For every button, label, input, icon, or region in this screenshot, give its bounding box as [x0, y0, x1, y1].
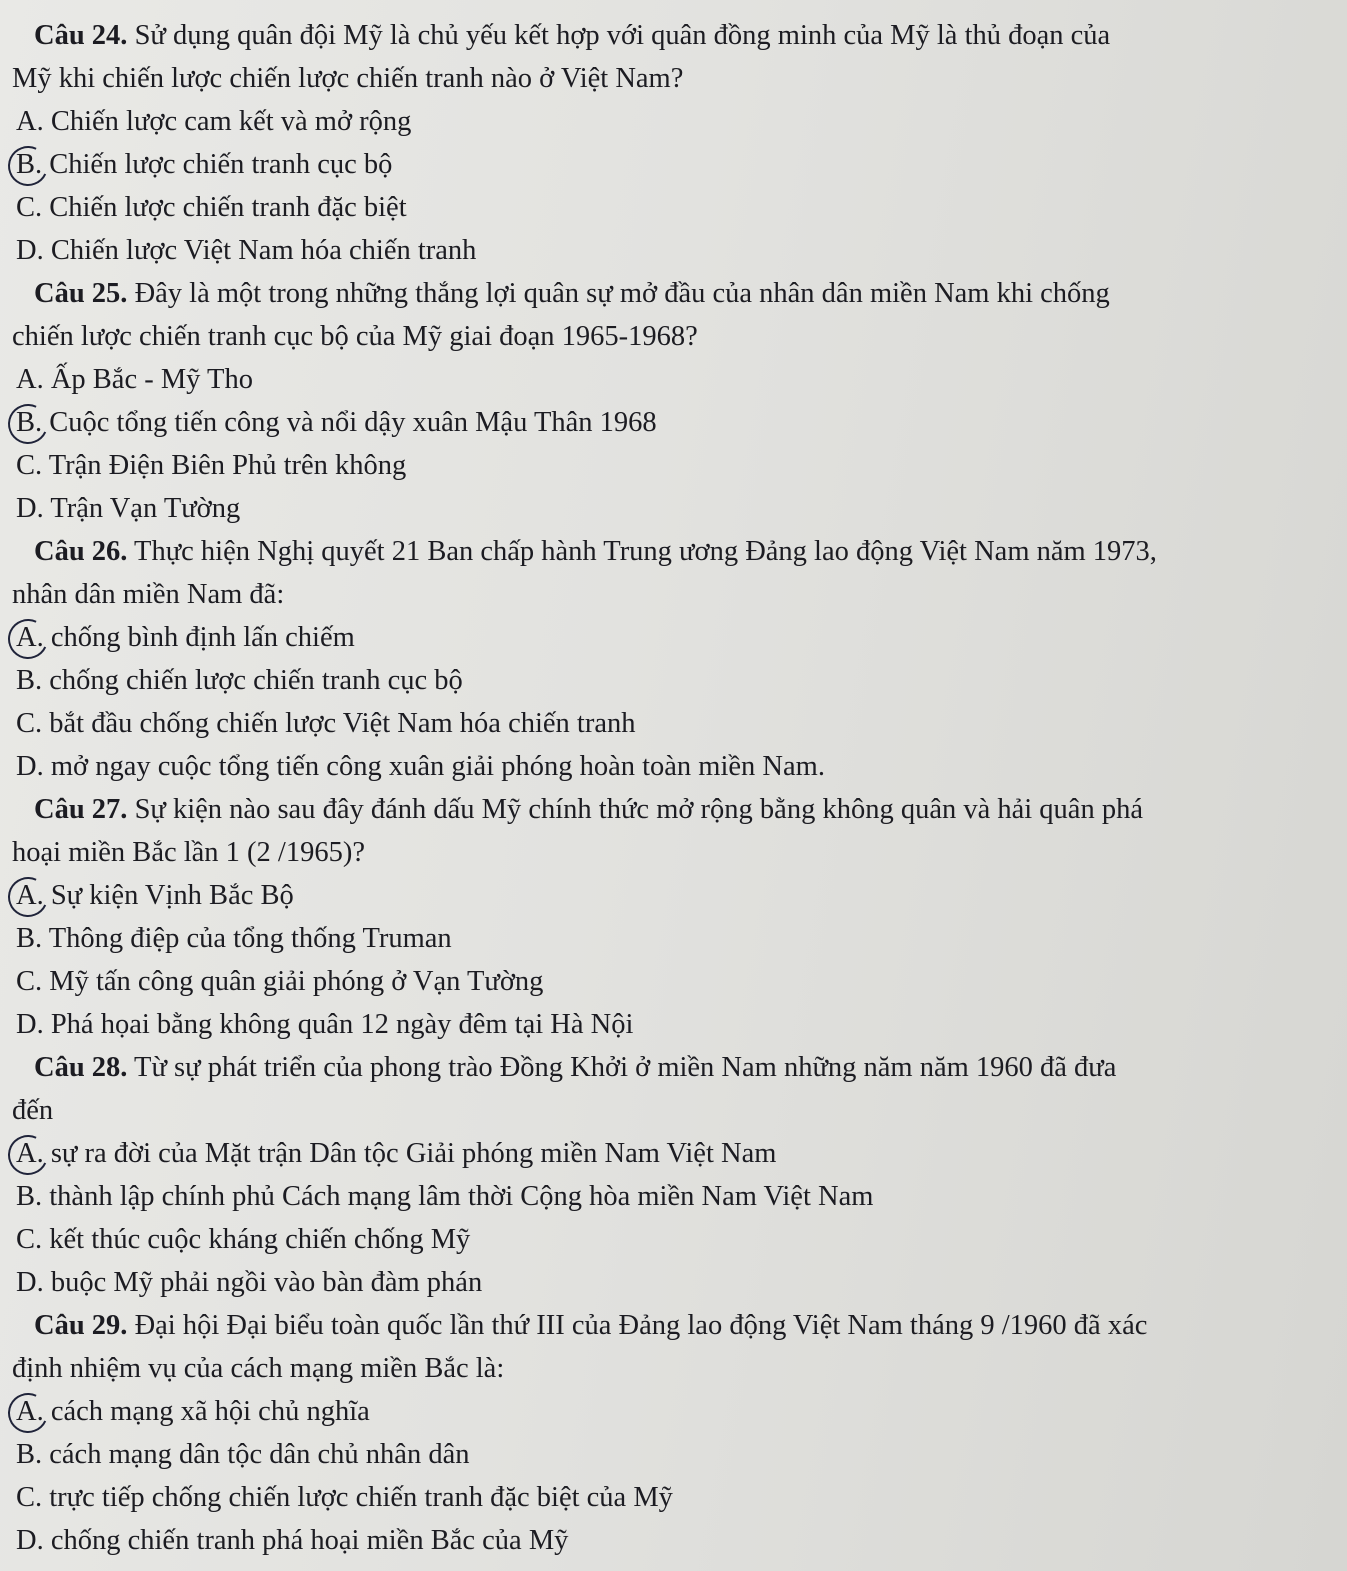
- option-b-circled: B. Chiến lược chiến tranh cục bộ: [12, 143, 1317, 186]
- option-a-circled: A. sự ra đời của Mặt trận Dân tộc Giải phóng miền Nam Việt Nam: [12, 1132, 1317, 1175]
- question-stem: [12, 14, 1317, 57]
- option-d: D. Trận Vạn Tường: [16, 493, 241, 524]
- question-stem: [12, 788, 1317, 831]
- question-stem: [12, 272, 1317, 315]
- option-d: D. chống chiến tranh phá hoại miền Bắc của Mỹ: [16, 1525, 569, 1556]
- option-c: C. trực tiếp chống chiến lược chiến tranh đặc biệt của Mỹ: [16, 1482, 673, 1513]
- question-text: Đây là một trong những thắng lợi quân sự mở đầu của nhân dân miền Nam khi chống: [127, 278, 1110, 309]
- option-c: C. Trận Điện Biên Phủ trên không: [16, 450, 407, 481]
- question-27: [12, 788, 1317, 1046]
- option-d: D. buộc Mỹ phải ngồi vào bàn đàm phán: [16, 1267, 483, 1298]
- question-text-continued: định nhiệm vụ của cách mạng miền Bắc là:: [12, 1353, 505, 1384]
- option-d: D. Chiến lược Việt Nam hóa chiến tranh: [16, 235, 477, 266]
- option-a: A. Ấp Bắc - Mỹ Tho: [16, 364, 253, 395]
- question-text-continued: đến: [12, 1095, 54, 1126]
- question-stem: [12, 1304, 1317, 1347]
- question-24: [12, 14, 1317, 272]
- question-26: [12, 530, 1317, 788]
- question-text: Sự kiện nào sau đây đánh dấu Mỹ chính thức mở rộng bằng không quân và hải quân phá: [127, 794, 1143, 825]
- option-b-circled: B. Cuộc tổng tiến công và nổi dậy xuân Mậu Thân 1968: [12, 401, 1317, 444]
- option-d: D. Phá họai bằng không quân 12 ngày đêm tại Hà Nội: [16, 1009, 634, 1040]
- option-b: B. Thông điệp của tổng thống Truman: [16, 923, 452, 954]
- option-a-circled: A. cách mạng xã hội chủ nghĩa: [12, 1390, 1317, 1433]
- question-number: Câu 24.: [34, 20, 128, 51]
- question-number: Câu 27.: [34, 794, 128, 825]
- option-b: B. cách mạng dân tộc dân chủ nhân dân: [16, 1439, 470, 1470]
- option-d: D. mở ngay cuộc tổng tiến công xuân giải phóng hoàn toàn miền Nam.: [16, 751, 825, 782]
- question-number: Câu 26.: [34, 536, 128, 567]
- question-text: Thực hiện Nghị quyết 21 Ban chấp hành Trung ương Đảng lao động Việt Nam năm 1973,: [127, 536, 1157, 567]
- option-a-circled: A. Sự kiện Vịnh Bắc Bộ: [12, 874, 1317, 917]
- question-text-continued: nhân dân miền Nam đã:: [12, 579, 285, 610]
- question-stem: [12, 1046, 1317, 1089]
- question-28: [12, 1046, 1317, 1304]
- question-text: Từ sự phát triển của phong trào Đồng Khởi ở miền Nam những năm năm 1960 đã đưa: [127, 1052, 1117, 1083]
- option-c: C. Chiến lược chiến tranh đặc biệt: [16, 192, 407, 223]
- option-b: B. thành lập chính phủ Cách mạng lâm thời Cộng hòa miền Nam Việt Nam: [16, 1181, 874, 1212]
- question-text: Sử dụng quân đội Mỹ là chủ yếu kết hợp với quân đồng minh của Mỹ là thủ đoạn của: [127, 20, 1111, 51]
- option-c: C. bắt đầu chống chiến lược Việt Nam hóa chiến tranh: [16, 708, 636, 739]
- question-text-continued: chiến lược chiến tranh cục bộ của Mỹ giai đoạn 1965-1968?: [12, 321, 698, 352]
- option-c: C. kết thúc cuộc kháng chiến chống Mỹ: [16, 1224, 471, 1255]
- question-text: Đại hội Đại biểu toàn quốc lần thứ III của Đảng lao động Việt Nam tháng 9 /1960 đã xác: [127, 1310, 1148, 1341]
- question-number: Câu 29.: [34, 1310, 128, 1341]
- option-a: A. Chiến lược cam kết và mở rộng: [16, 106, 412, 137]
- question-text-continued: Mỹ khi chiến lược chiến lược chiến tranh nào ở Việt Nam?: [12, 63, 684, 94]
- option-a-circled: A. chống bình định lấn chiếm: [12, 616, 1317, 659]
- question-number: Câu 25.: [34, 278, 128, 309]
- option-b: B. chống chiến lược chiến tranh cục bộ: [16, 665, 463, 696]
- question-29: [12, 1304, 1317, 1562]
- question-text-continued: hoại miền Bắc lần 1 (2 /1965)?: [12, 837, 365, 868]
- question-number: Câu 28.: [34, 1052, 128, 1083]
- question-stem: [12, 530, 1317, 573]
- option-c: C. Mỹ tấn công quân giải phóng ở Vạn Tường: [16, 966, 544, 997]
- question-25: [12, 272, 1317, 530]
